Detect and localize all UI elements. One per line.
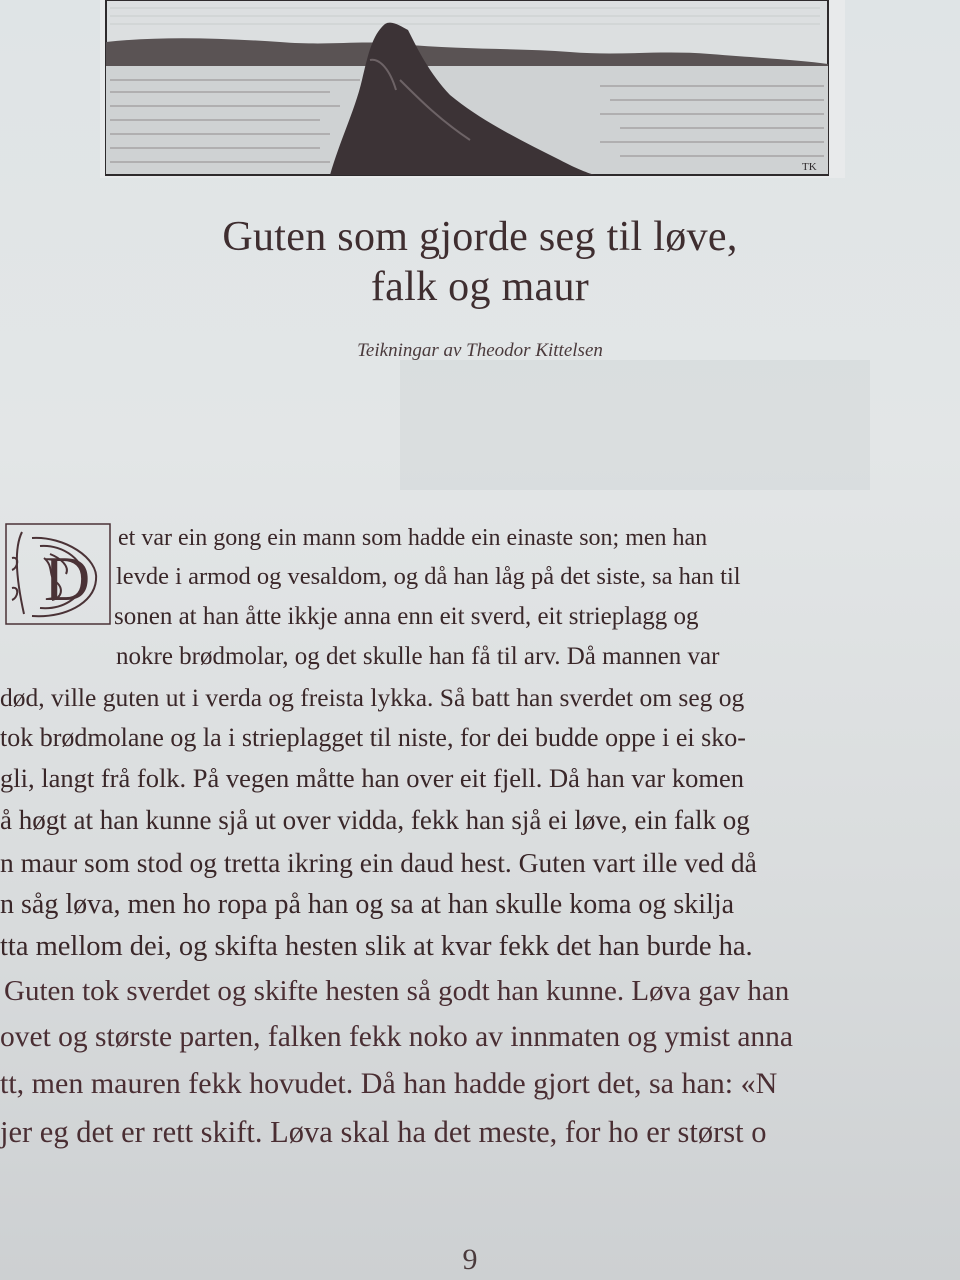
body-line: levde i armod og vesaldom, og då han låg på det siste, sa han til xyxy=(116,563,741,590)
body-line: sonen at han åtte ikkje anna enn eit sverd, eit strieplagg og xyxy=(114,603,699,630)
landscape-illustration xyxy=(100,0,845,178)
body-line: jer eg det er rett skift. Løva skal ha det meste, for ho er størst o xyxy=(0,1115,767,1149)
body-line: tok brødmolane og la i strieplagget til niste, for dei budde oppe i ei sko- xyxy=(0,723,746,752)
title-line-2: falk og maur xyxy=(370,264,590,310)
illustration-credit: Teikningar av Theodor Kittelsen xyxy=(357,340,603,361)
body-line: Guten tok sverdet og skifte hesten så godt han kunne. Løva gav han xyxy=(4,975,790,1007)
body-line: n såg løva, men ho ropa på han og sa at han skulle koma og skilja xyxy=(0,889,735,920)
body-line: ovet og største parten, falken fekk noko av innmaten og ymist anna xyxy=(0,1021,794,1053)
artist-signature: TK xyxy=(802,161,817,173)
body-line: gli, langt frå folk. På vegen måtte han over eit fjell. Då han var komen xyxy=(0,763,744,793)
body-line: død, ville guten ut i verda og freista lykka. Så batt han sverdet om seg og xyxy=(0,683,745,712)
rock-island-drawing xyxy=(100,0,845,178)
ornamental-drop-cap xyxy=(4,518,116,630)
body-line: et var ein gong ein mann som hadde ein einaste son; men han xyxy=(118,525,708,551)
show-through-shadow xyxy=(400,360,870,490)
body-line: nokre brødmolar, og det skulle han få til arv. Då mannen var xyxy=(116,643,720,670)
body-line: n maur som stod og tretta ikring ein daud hest. Guten vart ille ved då xyxy=(0,847,757,878)
drop-cap-letter: D xyxy=(44,543,91,614)
story-title xyxy=(80,212,880,312)
body-line: tta mellom dei, og skifta hesten slik at kvar fekk det han burde ha. xyxy=(0,931,753,962)
body-line: tt, men mauren fekk hovudet. Då han hadde gjort det, sa han: «N xyxy=(0,1067,778,1100)
title-line-1: Guten som gjorde seg til løve, xyxy=(222,214,738,260)
body-line: å høgt at han kunne sjå ut over vidda, fekk han sjå ei løve, ein falk og xyxy=(0,805,750,835)
page-number: 9 xyxy=(462,1243,478,1276)
